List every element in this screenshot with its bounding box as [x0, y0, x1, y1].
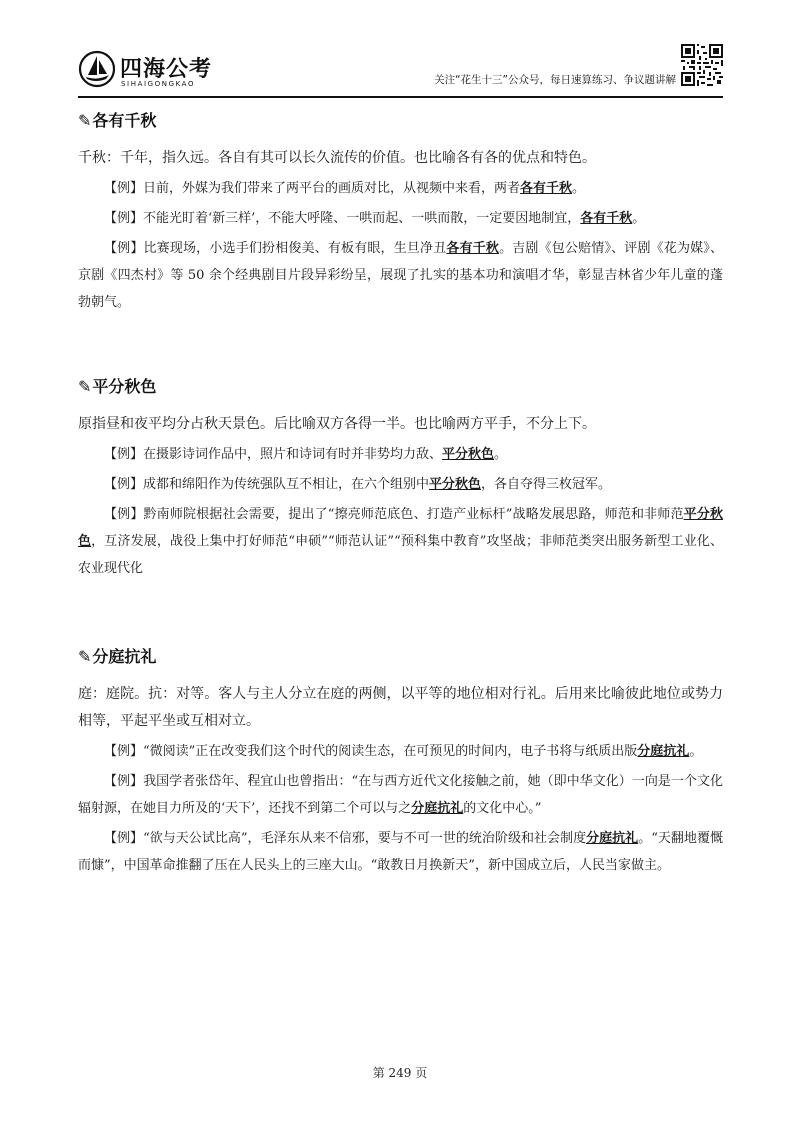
idiom-definition: 千秋：千年，指久远。各自有其可以长久流传的价值。也比喻各有各的优点和特色。 — [78, 150, 596, 166]
idiom-definition: 庭：庭院。抗：对等。客人与主人分立在庭的两侧，以平等的地位相对行礼。后用来比喻彼此地位或势力相等，平起平坐或互相对立。 — [78, 686, 723, 729]
example-sentence: 【例】“微阅读”正在改变我们这个时代的阅读生态，在可预见的时间内，电子书将与纸质出版分庭抗礼。 — [104, 744, 703, 759]
section-title: ✎平分秋色 — [78, 375, 723, 399]
example-sentence: 【例】比赛现场，小选手们扮相俊美、有板有眼，生旦净丑各有千秋。吉剧《包公赔情》、评剧《花为媒》、京剧《四杰村》等 50 余个经典剧目片段异彩纷呈，展现了扎实的基本功和演唱才华，彰显吉林省少年儿童的蓬勃朝气。 — [78, 241, 723, 310]
pencil-icon: ✎ — [78, 111, 92, 130]
example-sentence: 【例】我国学者张岱年、程宜山也曾指出：“在与西方近代文化接触之前，她（即中华文化）一向是一个文化辐射源，在她目力所及的‘天下’，还找不到第二个可以与之分庭抗礼的文化中心。” — [78, 774, 723, 816]
pencil-icon: ✎ — [78, 377, 92, 396]
pencil-icon: ✎ — [78, 647, 92, 666]
logo-pinyin-name: SIHAIGONGKAO — [121, 80, 196, 88]
idiom-section-gyqq — [78, 109, 723, 316]
section-title: ✎各有千秋 — [78, 109, 723, 133]
header-slogan: 关注“花生十三”公众号，每日速算练习、争议题讲解 — [434, 74, 676, 86]
sailboat-logo-icon — [78, 50, 116, 88]
example-sentence: 【例】成都和绵阳作为传统强队互不相让，在六个组别中平分秋色，各自夺得三枚冠军。 — [104, 477, 612, 492]
page-header — [78, 44, 723, 94]
section-title: ✎分庭抗礼 — [78, 645, 723, 669]
page-number: 第 249 页 — [372, 1066, 428, 1080]
idiom-definition: 原指昼和夜平均分占秋天景色。后比喻双方各得一半。也比喻两方平手，不分上下。 — [78, 416, 596, 432]
example-sentence: 【例】在摄影诗词作品中，照片和诗词有时并非势均力敌、平分秋色。 — [104, 447, 508, 462]
logo-chinese-name: 四海公考 — [120, 57, 213, 82]
qr-code-icon — [681, 44, 723, 86]
header-divider — [78, 96, 723, 98]
idiom-section-ftkl — [78, 645, 723, 879]
example-sentence: 【例】“欲与天公试比高”，毛泽东从来不信邪，要与不可一世的统治阶级和社会制度分庭抗礼。“天翻地覆慨而慷”，中国革命推翻了压在人民头上的三座大山。“敢教日月换新天”，新中国成立后，人民当家做主。 — [78, 831, 723, 873]
example-sentence: 【例】不能光盯着‘新三样’，不能大呼隆、一哄而起、一哄而散，一定要因地制宜，各有千秋。 — [104, 211, 646, 226]
example-sentence: 【例】日前，外媒为我们带来了两平台的画质对比，从视频中来看，两者各有千秋。 — [104, 181, 586, 196]
example-sentence: 【例】黔南师院根据社会需要，提出了“擦亮师范底色、打造产业标杆”战略发展思路，师范和非师范平分秋色，互济发展，战役上集中打好师范“申硕”“师范认证”“预科集中教育”攻坚战；非师范类突出服务新型工业化、农业现代化 — [78, 507, 723, 576]
idiom-section-pfqs — [78, 375, 723, 582]
